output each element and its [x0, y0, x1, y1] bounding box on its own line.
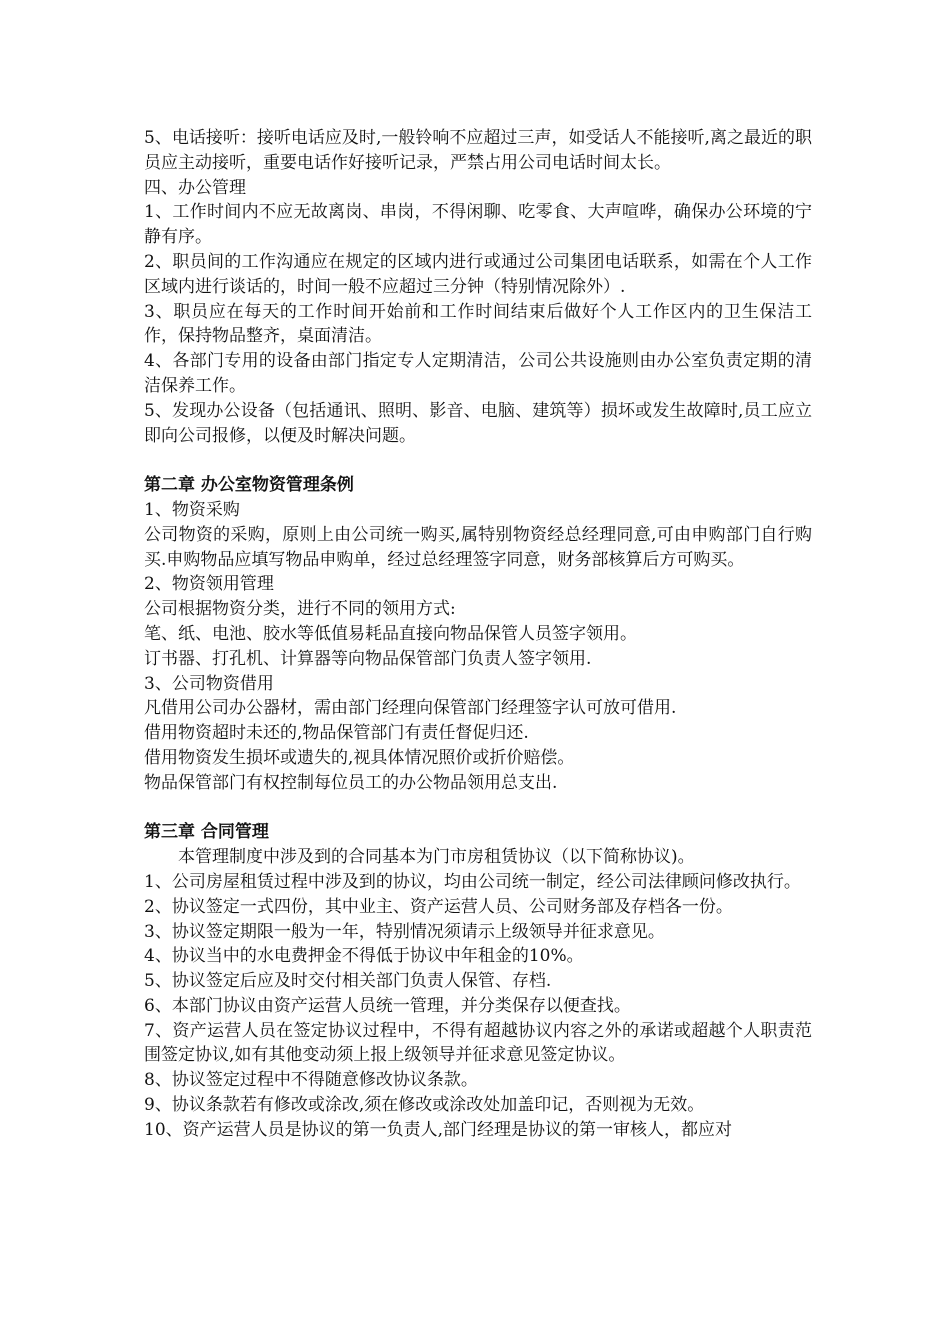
- chapter-3-intro: 本管理制度中涉及到的合同基本为门市房租赁协议（以下简称协议)。: [178, 847, 695, 868]
- chapter-2-line-6: 订书器、打孔机、计算器等向物品保管部门负责人签字领用.: [144, 648, 592, 669]
- chapter-3-line-3: 3、协议签定期限一般为一年，特别情况须请示上级领导并征求意见。: [144, 921, 665, 942]
- chapter-3-line-1: 1、公司房屋租赁过程中涉及到的协议，均由公司统一制定，经公司法律顾问修改执行。: [144, 871, 801, 892]
- chapter-3-line-6: 6、本部门协议由资产运营人员统一管理，并分类保存以便查找。: [144, 995, 631, 1016]
- chapter-3-line-9: 9、协议条款若有修改或涂改,须在修改或涂改处加盖印记，否则视为无效。: [144, 1095, 705, 1116]
- chapter-2-line-7: 3、公司物资借用: [144, 673, 274, 694]
- document-body: [144, 126, 812, 1143]
- paragraph-office-rule-5: 5、发现办公设备（包括通讯、照明、影音、电脑、建筑等）损坏或发生故障时,员工应立即向公司报修，以便及时解决问题。: [144, 400, 812, 446]
- paragraph-office-rule-1: 1、工作时间内不应无故离岗、串岗，不得闲聊、吃零食、大声喧哗，确保办公环境的宁静有序。: [144, 202, 812, 248]
- paragraph-phone-answering: 5、电话接听：接听电话应及时,一般铃响不应超过三声，如受话人不能接听,离之最近的职员应主动接听，重要电话作好接听记录，严禁占用公司电话时间太长。: [144, 128, 812, 173]
- spacer: [144, 796, 812, 821]
- spacer: [144, 448, 812, 473]
- chapter-3-line-7: 7、资产运营人员在签定协议过程中，不得有超越协议内容之外的承诺或超越个人职责范围签定协议,如有其他变动须上报上级领导并征求意见签定协议。: [144, 1020, 812, 1066]
- chapter-3-title: 第三章 合同管理: [144, 822, 269, 843]
- chapter-3-line-8: 8、协议签定过程中不得随意修改协议条款。: [144, 1070, 478, 1091]
- chapter-3-line-2: 2、协议签定一式四份，其中业主、资产运营人员、公司财务部及存档各一份。: [144, 896, 733, 917]
- chapter-2-line-4: 公司根据物资分类，进行不同的领用方式:: [144, 599, 456, 620]
- chapter-2-line-1: 1、物资采购: [144, 499, 240, 520]
- chapter-2-line-10: 借用物资发生损坏或遗失的,视具体情况照价或折价赔偿。: [144, 747, 575, 768]
- chapter-2-title: 第二章 办公室物资管理条例: [144, 475, 354, 496]
- chapter-3-line-10: 10、资产运营人员是协议的第一负责人,部门经理是协议的第一审核人，都应对: [144, 1119, 733, 1140]
- chapter-2-line-3: 2、物资领用管理: [144, 574, 274, 595]
- chapter-3-line-5: 5、协议签定后应及时交付相关部门负责人保管、存档.: [144, 971, 552, 992]
- paragraph-office-rule-3: 3、职员应在每天的工作时间开始前和工作时间结束后做好个人工作区内的卫生保洁工作，保持物品整齐，桌面清洁。: [144, 301, 812, 347]
- chapter-3-line-4: 4、协议当中的水电费押金不得低于协议中年租金的10%。: [144, 946, 584, 967]
- paragraph-office-rule-4: 4、各部门专用的设备由部门指定专人定期清洁，公司公共设施则由办公室负责定期的清洁保养工作。: [144, 351, 812, 396]
- chapter-2-line-2: 公司物资的采购，原则上由公司统一购买,属特别物资经总经理同意,可由申购部门自行购买.申购物品应填写物品申购单，经过总经理签字同意，财务部核算后方可购买。: [144, 524, 812, 570]
- chapter-2-line-8: 凡借用公司办公器材，需由部门经理向保管部门经理签字认可放可借用.: [144, 698, 677, 719]
- section-heading-office-management: 四、办公管理: [144, 177, 246, 198]
- chapter-2-line-11: 物品保管部门有权控制每位员工的办公物品领用总支出.: [144, 772, 558, 793]
- chapter-2-line-5: 笔、纸、电池、胶水等低值易耗品直接向物品保管人员签字领用。: [144, 623, 637, 644]
- chapter-2-line-9: 借用物资超时未还的,物品保管部门有责任督促归还.: [144, 723, 529, 744]
- paragraph-office-rule-2: 2、职员间的工作沟通应在规定的区域内进行或通过公司集团电话联系，如需在个人工作区域内进行谈话的，时间一般不应超过三分钟（特别情况除外）.: [144, 251, 812, 297]
